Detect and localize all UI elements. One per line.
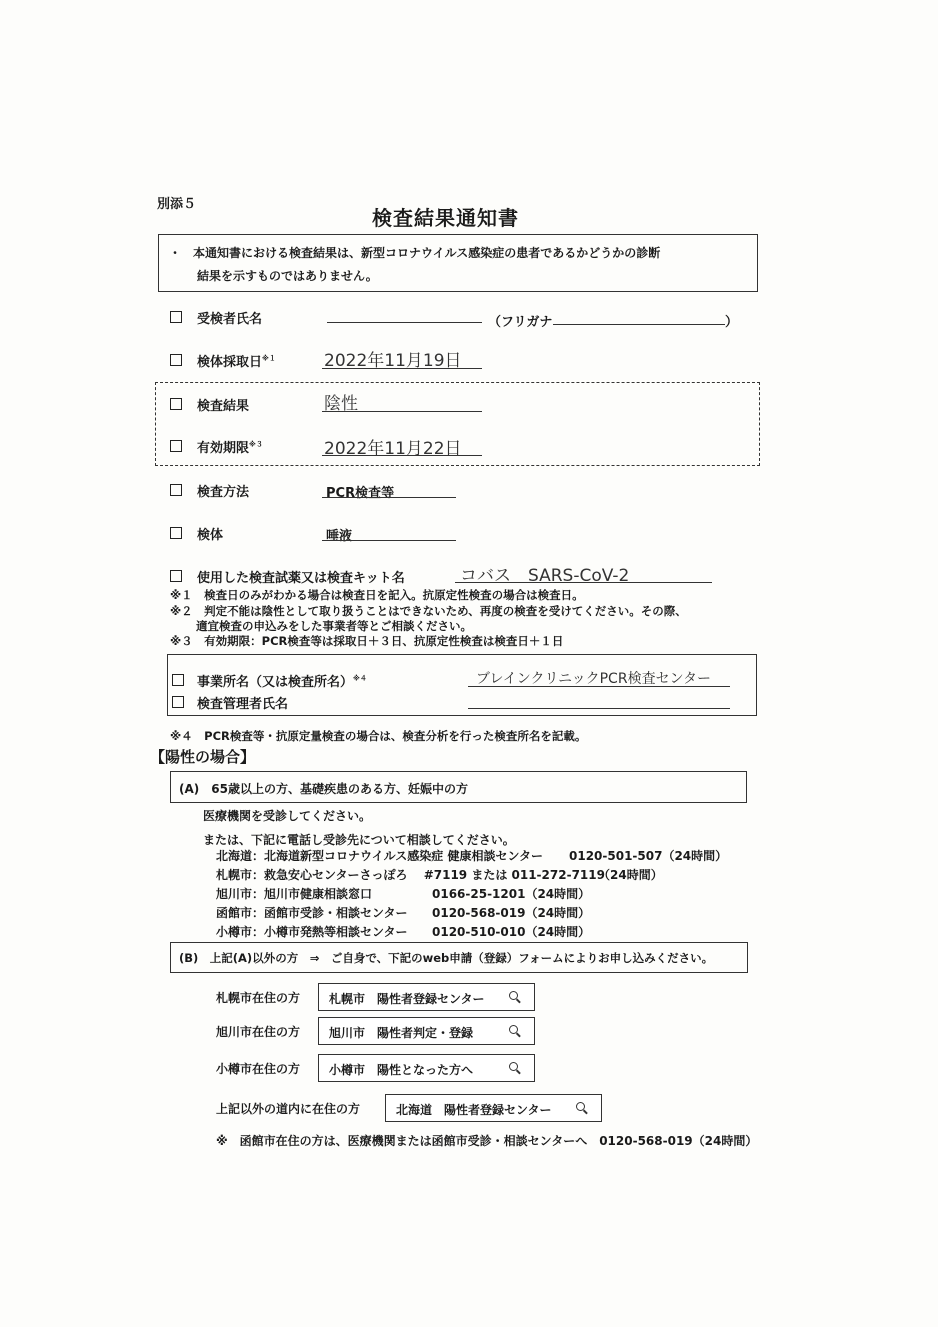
method-field[interactable]	[322, 497, 456, 498]
positive-heading: 【陽性の場合】	[150, 748, 256, 766]
search-term: 旭川市 陽性者判定・登録	[329, 1026, 474, 1040]
note-4: ※４ PCR検査等・抗原定量検査の場合は、検査分析を行った検査所名を記載。	[170, 729, 587, 743]
checkbox-sample-date[interactable]	[170, 354, 182, 366]
furigana-close: ）	[725, 315, 739, 330]
resident-label: 小樽市在住の方	[216, 1062, 301, 1076]
notice-line-2: 結果を示すものではありません。	[197, 269, 378, 283]
result-field[interactable]	[322, 411, 482, 412]
expiry-value: 2022年11月22日	[324, 439, 462, 459]
contact-name: 函館市受診・相談センター	[264, 906, 408, 920]
sample-date-field[interactable]	[322, 368, 482, 369]
search-icon	[509, 991, 518, 1000]
checkbox-manager[interactable]	[172, 696, 184, 708]
expiry-field[interactable]	[322, 455, 482, 456]
resident-label: 札幌市在住の方	[216, 991, 301, 1005]
group-b-label: (B) 上記(A)以外の方 ⇒ ご自身で、下記のweb申請（登録）フォームによりお申し込みください。	[179, 951, 714, 965]
group-b-box	[170, 942, 748, 973]
specimen-value: 唾液	[326, 529, 353, 544]
web-search-box[interactable]	[318, 1017, 535, 1045]
checkbox-method[interactable]	[170, 484, 182, 496]
sample-date-value: 2022年11月19日	[324, 351, 462, 371]
kit-label: 使用した検査試薬又は検査キット名	[197, 571, 405, 586]
contact-phone: （24時間）	[598, 868, 663, 882]
office-label: 事業所名（又は検査所名）$^{※4}$	[197, 674, 367, 690]
checkbox-office[interactable]	[172, 674, 184, 686]
expiry-label: 有効期限$^{※3}$	[197, 440, 263, 456]
note-2b: 適宜検査の申込みをした事業者等とご相談ください。	[196, 619, 472, 633]
kit-value: コバス SARS-CoV-2	[460, 566, 630, 586]
contact-name: 北海道新型コロナウイルス感染症 健康相談センター	[264, 849, 543, 863]
web-search-box[interactable]	[385, 1094, 602, 1122]
a-instruction-2: または、下記に電話し受診先について相談してください。	[203, 833, 515, 847]
contact-city: 札幌市：	[216, 868, 265, 882]
name-label: 受検者氏名	[197, 312, 263, 327]
checkbox-kit[interactable]	[170, 570, 182, 582]
contact-city: 函館市：	[216, 906, 265, 920]
search-term: 札幌市 陽性者登録センター	[329, 992, 485, 1006]
group-a-label: (A) 65歳以上の方、基礎疾患のある方、妊娠中の方	[179, 782, 468, 796]
web-search-box[interactable]	[318, 983, 535, 1011]
furigana-label: （フリガナ	[488, 315, 553, 330]
search-icon	[509, 1025, 518, 1034]
group-a-box	[170, 771, 747, 803]
search-icon	[509, 1062, 518, 1071]
contact-name: 旭川市健康相談窓口	[264, 887, 373, 901]
specimen-label: 検体	[197, 528, 224, 543]
search-term: 北海道 陽性者登録センター	[396, 1103, 552, 1117]
manager-label: 検査管理者氏名	[197, 697, 289, 712]
contact-city: 旭川市：	[216, 887, 265, 901]
contact-phone: 0120-568-019（24時間）	[432, 906, 591, 920]
specimen-field[interactable]	[322, 540, 456, 541]
office-field[interactable]	[468, 686, 730, 687]
a-instruction-1: 医療機関を受診してください。	[203, 809, 372, 823]
note-3: ※３ 有効期限：PCR検査等は採取日＋３日、抗原定性検査は検査日＋１日	[170, 634, 564, 648]
contact-phone: 0120-501-507（24時間）	[569, 849, 728, 863]
furigana-field[interactable]	[553, 324, 725, 325]
page-title: 検査結果通知書	[372, 206, 519, 230]
office-value: ブレインクリニックPCR検査センター	[476, 671, 712, 687]
web-search-box[interactable]	[318, 1054, 535, 1082]
result-value: 陰性	[324, 394, 358, 414]
contact-name: 救急安心センターさっぽろ #7119 または 011-272-7119	[264, 868, 605, 882]
footer-note: ※ 函館市在住の方は、医療機関または函館市受診・相談センターへ 0120-568-019（24時間）	[216, 1134, 758, 1148]
notice-box	[158, 234, 758, 292]
resident-label: 旭川市在住の方	[216, 1025, 301, 1039]
contact-name: 小樽市発熱等相談センター	[264, 925, 408, 939]
contact-phone: 0166-25-1201（24時間）	[432, 887, 591, 901]
kit-field[interactable]	[455, 582, 712, 583]
method-label: 検査方法	[197, 485, 250, 500]
notice-line-1: ・ 本通知書における検査結果は、新型コロナウイルス感染症の患者であるかどうかの診断	[169, 246, 661, 260]
checkbox-result[interactable]	[170, 398, 182, 410]
contact-phone: 0120-510-010（24時間）	[432, 925, 591, 939]
attachment-label: 別添５	[157, 197, 197, 212]
manager-field[interactable]	[468, 708, 730, 709]
checkbox-name[interactable]	[170, 311, 182, 323]
resident-label: 上記以外の道内に在住の方	[216, 1102, 361, 1116]
note-1: ※１ 検査日のみがわかる場合は検査日を記入。抗原定性検査の場合は検査日。	[170, 588, 584, 602]
search-icon	[576, 1102, 585, 1111]
contact-city: 北海道：	[216, 849, 265, 863]
name-field[interactable]	[327, 322, 482, 323]
sample-date-label: 検体採取日$^{※1}$	[197, 354, 276, 370]
note-2a: ※２ 判定不能は陰性として取り扱うことはできないため、再度の検査を受けてください。その際、	[170, 604, 687, 618]
checkbox-expiry[interactable]	[170, 440, 182, 452]
search-term: 小樽市 陽性となった方へ	[329, 1063, 474, 1077]
checkbox-specimen[interactable]	[170, 527, 182, 539]
method-value: PCR検査等	[326, 486, 395, 501]
result-label: 検査結果	[197, 399, 250, 414]
contact-city: 小樽市：	[216, 925, 265, 939]
